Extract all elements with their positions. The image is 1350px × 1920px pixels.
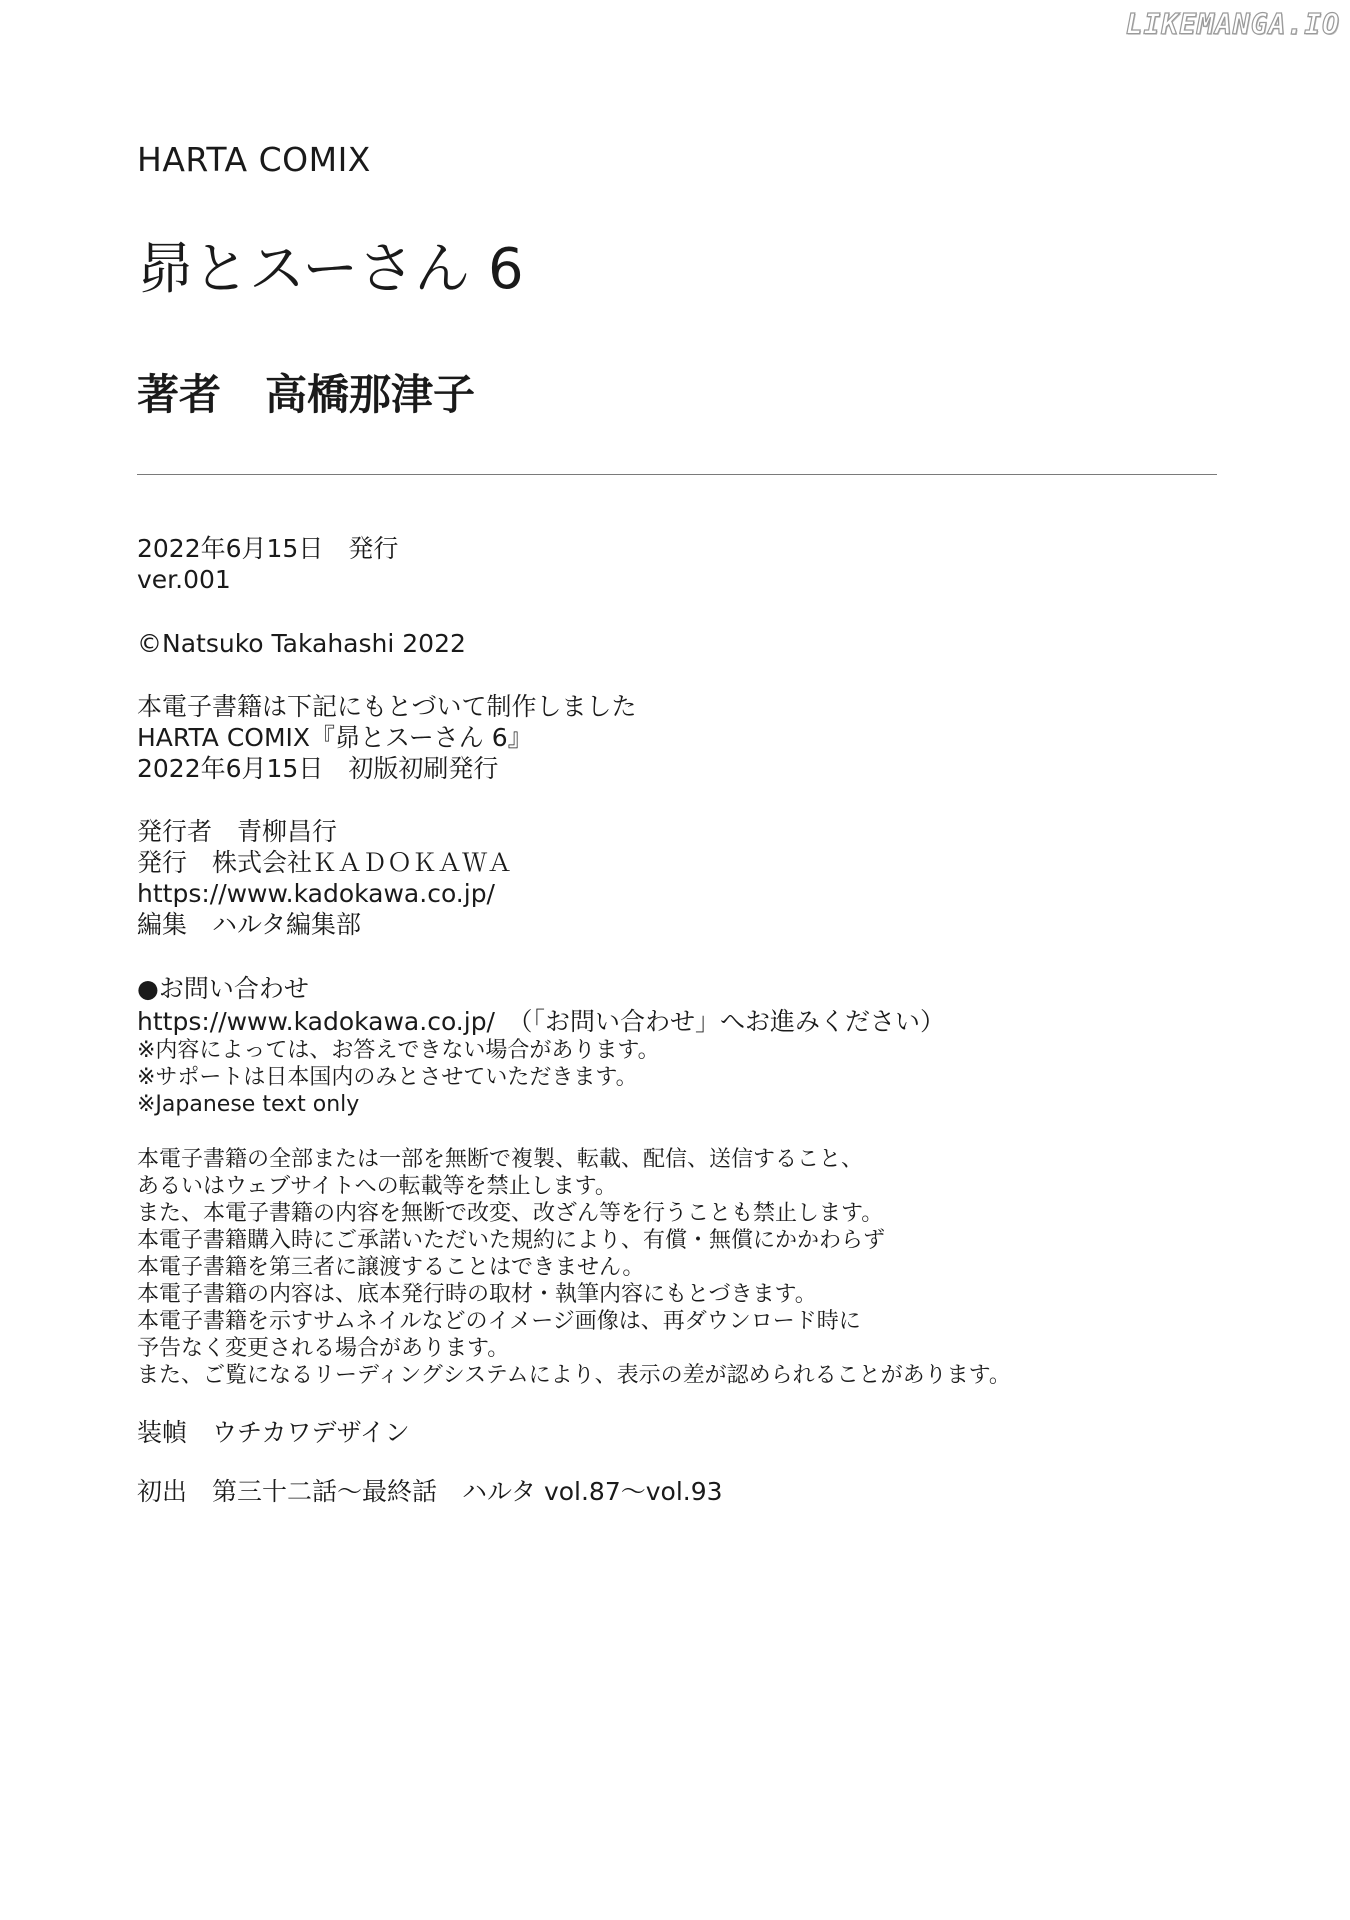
source-line: 本電子書籍は下記にもとづいて制作しました [137,692,637,721]
copyright-block [137,628,1217,659]
source-line: 2022年6月15日 初版初刷発行 [137,754,499,783]
author-role: 著者 [137,370,222,419]
legal-line: 本電子書籍を第三者に譲渡することはできません。 [137,1255,645,1280]
legal-line: 本電子書籍の内容は、底本発行時の取材・執筆内容にもとづきます。 [137,1282,817,1307]
source-info [137,691,1217,784]
contact-note: ※Japanese text only [137,1092,360,1117]
contact-url[interactable]: https://www.kadokawa.co.jp/ （「お問い合わせ」へお進みください） [137,1007,945,1036]
contact-note: ※サポートは日本国内のみとさせていただきます。 [137,1065,638,1090]
author-line [137,370,1217,420]
publisher-company: 発行 株式会社ＫＡＤＯＫＡＷＡ [137,848,513,877]
design-credit [137,1417,1217,1448]
legal-line: 本電子書籍を示すサムネイルなどのイメージ画像は、再ダウンロード時に [137,1309,861,1334]
contact-heading: ●お問い合わせ [137,974,309,1003]
legal-line: 予告なく変更される場合があります。 [137,1336,510,1361]
watermark-logo: LIKEMANGA.IO [1125,8,1340,41]
first-appearance [137,1476,1217,1507]
book-title: 昴とスーさん 6 [137,237,524,302]
design-line: 装幀 ウチカワデザイン [137,1418,410,1447]
divider [137,474,1217,475]
colophon [137,140,1217,1507]
publication-info [137,533,1217,595]
legal-line: また、ご覧になるリーディングシステムにより、表示の差が認められることがあります。 [137,1363,1011,1388]
contact-note: ※内容によっては、お答えできない場合があります。 [137,1038,660,1063]
issuer: 発行者 青柳昌行 [137,817,338,846]
legal-line: 本電子書籍の全部または一部を無断で複製、転載、配信、送信すること、 [137,1147,864,1172]
publisher-info [137,816,1217,940]
legal-line: あるいはウェブサイトへの転載等を禁止します。 [137,1174,617,1199]
publication-date: 2022年6月15日 発行 [137,534,399,563]
version: ver.001 [137,565,231,594]
publisher-url[interactable]: https://www.kadokawa.co.jp/ [137,879,495,908]
legal-line: また、本電子書籍の内容を無断で改変、改ざん等を行うことも禁止します。 [137,1201,884,1226]
first-appearance-line: 初出 第三十二話～最終話 ハルタ vol.87～vol.93 [137,1477,723,1506]
source-line: HARTA COMIX『昴とスーさん 6』 [137,723,533,752]
editor: 編集 ハルタ編集部 [137,910,362,939]
author-name: 高橋那津子 [265,370,476,419]
legal-line: 本電子書籍購入時にご承諾いただいた規約により、有償・無償にかかわらず [137,1228,886,1253]
legal-notice [137,1146,1217,1389]
copyright: ©Natsuko Takahashi 2022 [137,629,466,658]
imprint-label: HARTA COMIX [137,140,371,179]
contact-info [137,973,1217,1118]
